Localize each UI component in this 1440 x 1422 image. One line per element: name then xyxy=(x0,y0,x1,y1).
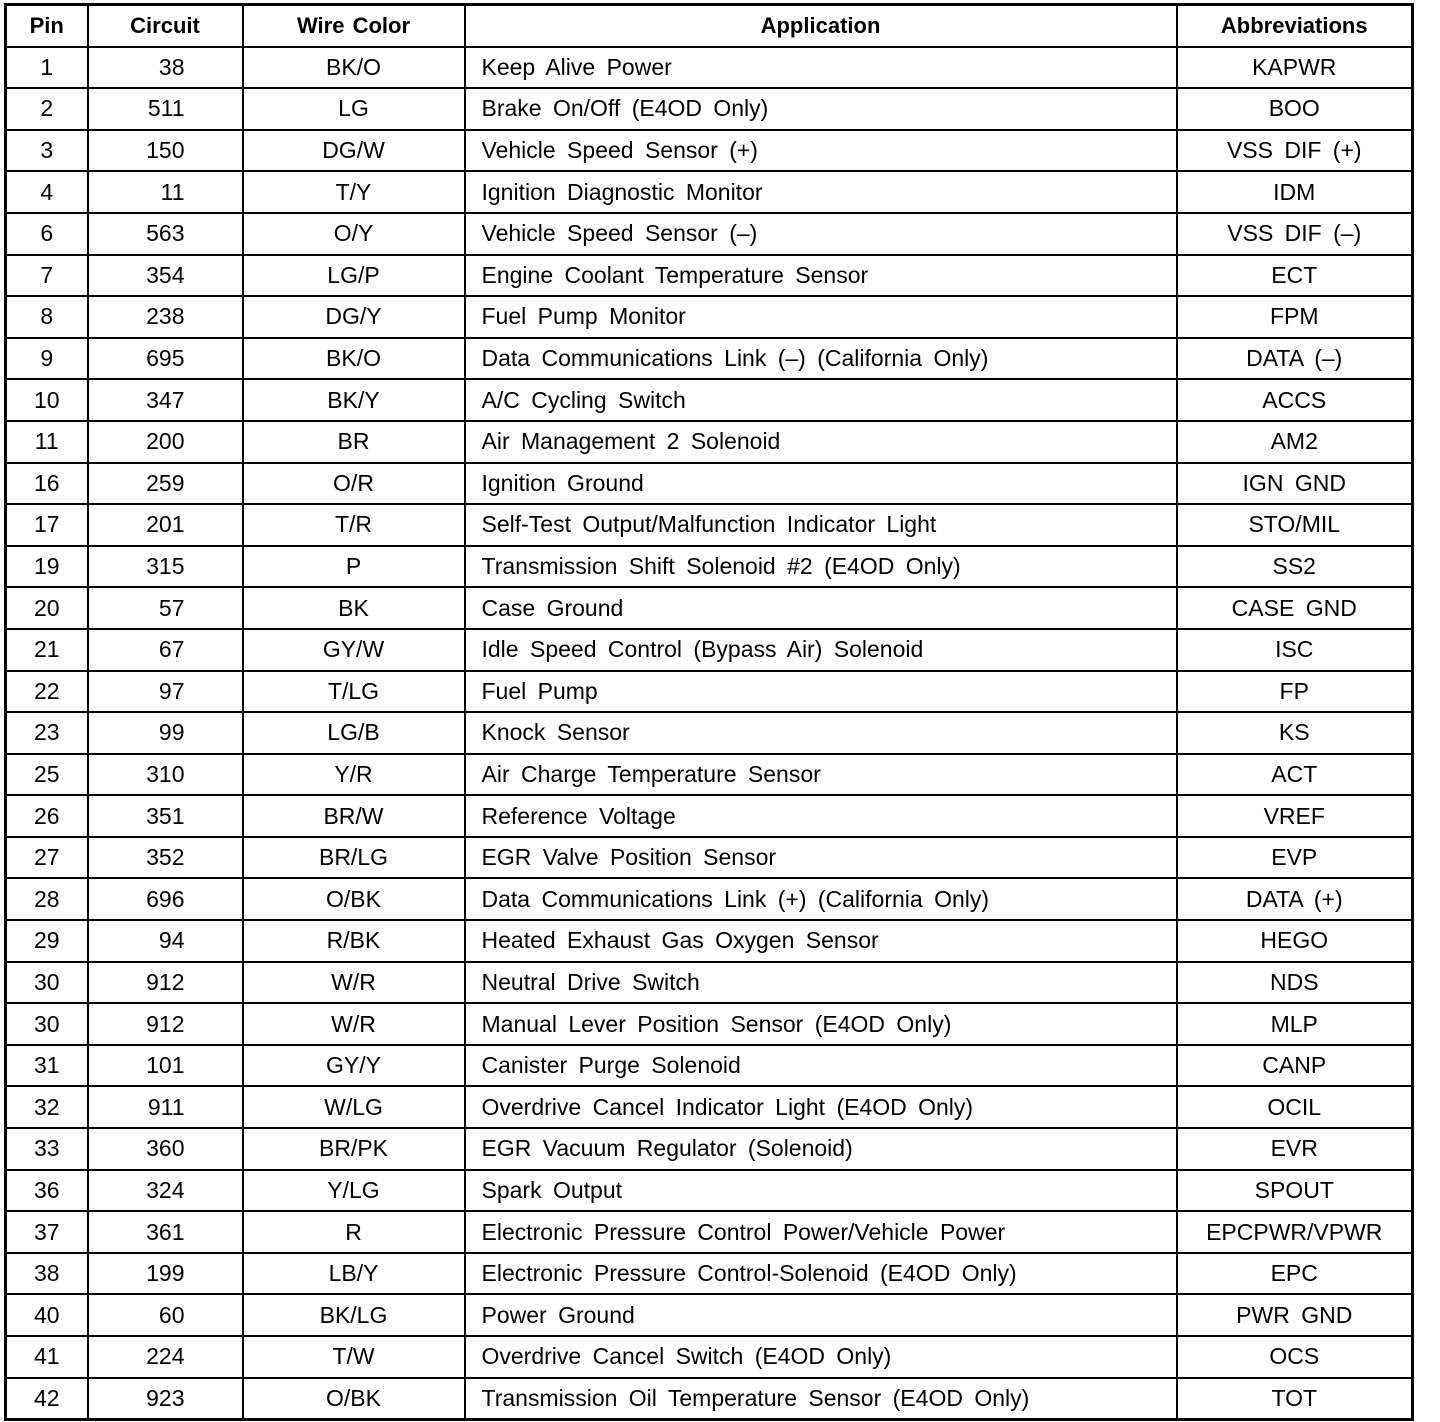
cell-circuit: 315 xyxy=(88,546,243,588)
cell-abbreviation: KS xyxy=(1177,712,1413,754)
cell-application: Overdrive Cancel Indicator Light (E4OD Only) xyxy=(465,1086,1177,1128)
cell-pin: 9 xyxy=(6,338,88,380)
cell-circuit: 60 xyxy=(88,1294,243,1336)
pin-table xyxy=(4,3,1414,1421)
cell-circuit: 101 xyxy=(88,1045,243,1087)
cell-circuit: 347 xyxy=(88,379,243,421)
cell-circuit: 912 xyxy=(88,1003,243,1045)
cell-abbreviation: AM2 xyxy=(1177,421,1413,463)
cell-circuit: 511 xyxy=(88,88,243,130)
cell-wire-color: GY/Y xyxy=(243,1045,465,1087)
cell-application: Air Management 2 Solenoid xyxy=(465,421,1177,463)
cell-circuit: 563 xyxy=(88,213,243,255)
header-abbreviations: Abbreviations xyxy=(1177,5,1413,47)
cell-abbreviation: BOO xyxy=(1177,88,1413,130)
table-row xyxy=(6,1294,1413,1336)
cell-wire-color: DG/W xyxy=(243,130,465,172)
header-wire-color: Wire Color xyxy=(243,5,465,47)
cell-application: Vehicle Speed Sensor (–) xyxy=(465,213,1177,255)
cell-application: Power Ground xyxy=(465,1294,1177,1336)
cell-wire-color: W/R xyxy=(243,1003,465,1045)
cell-circuit: 11 xyxy=(88,171,243,213)
cell-circuit: 259 xyxy=(88,463,243,505)
cell-pin: 22 xyxy=(6,671,88,713)
cell-pin: 32 xyxy=(6,1086,88,1128)
cell-wire-color: DG/Y xyxy=(243,296,465,338)
cell-wire-color: LB/Y xyxy=(243,1253,465,1295)
cell-wire-color: BR/LG xyxy=(243,837,465,879)
cell-abbreviation: CASE GND xyxy=(1177,587,1413,629)
cell-pin: 4 xyxy=(6,171,88,213)
cell-application: Neutral Drive Switch xyxy=(465,962,1177,1004)
cell-pin: 41 xyxy=(6,1336,88,1378)
table-row xyxy=(6,88,1413,130)
cell-circuit: 360 xyxy=(88,1128,243,1170)
cell-wire-color: BR xyxy=(243,421,465,463)
cell-circuit: 200 xyxy=(88,421,243,463)
cell-application: Fuel Pump Monitor xyxy=(465,296,1177,338)
cell-pin: 31 xyxy=(6,1045,88,1087)
cell-abbreviation: EVP xyxy=(1177,837,1413,879)
table-row xyxy=(6,795,1413,837)
table-row xyxy=(6,421,1413,463)
table-row xyxy=(6,1253,1413,1295)
cell-circuit: 94 xyxy=(88,920,243,962)
cell-abbreviation: MLP xyxy=(1177,1003,1413,1045)
table-row xyxy=(6,587,1413,629)
cell-pin: 21 xyxy=(6,629,88,671)
cell-circuit: 57 xyxy=(88,587,243,629)
cell-pin: 2 xyxy=(6,88,88,130)
cell-pin: 38 xyxy=(6,1253,88,1295)
cell-application: Idle Speed Control (Bypass Air) Solenoid xyxy=(465,629,1177,671)
cell-pin: 8 xyxy=(6,296,88,338)
cell-wire-color: R/BK xyxy=(243,920,465,962)
table-row xyxy=(6,47,1413,89)
cell-circuit: 38 xyxy=(88,47,243,89)
table-row xyxy=(6,754,1413,796)
table-row xyxy=(6,1128,1413,1170)
cell-pin: 27 xyxy=(6,837,88,879)
cell-abbreviation: PWR GND xyxy=(1177,1294,1413,1336)
cell-abbreviation: OCS xyxy=(1177,1336,1413,1378)
cell-circuit: 201 xyxy=(88,504,243,546)
cell-application: Fuel Pump xyxy=(465,671,1177,713)
cell-circuit: 354 xyxy=(88,255,243,297)
cell-circuit: 238 xyxy=(88,296,243,338)
cell-pin: 6 xyxy=(6,213,88,255)
cell-abbreviation: CANP xyxy=(1177,1045,1413,1087)
cell-application: Keep Alive Power xyxy=(465,47,1177,89)
table-row xyxy=(6,504,1413,546)
header-application: Application xyxy=(465,5,1177,47)
cell-abbreviation: VSS DIF (–) xyxy=(1177,213,1413,255)
table-row xyxy=(6,379,1413,421)
cell-abbreviation: TOT xyxy=(1177,1378,1413,1420)
cell-application: Ignition Ground xyxy=(465,463,1177,505)
cell-wire-color: BK/O xyxy=(243,338,465,380)
cell-wire-color: T/Y xyxy=(243,171,465,213)
cell-circuit: 324 xyxy=(88,1170,243,1212)
cell-abbreviation: VREF xyxy=(1177,795,1413,837)
cell-application: Transmission Shift Solenoid #2 (E4OD Only) xyxy=(465,546,1177,588)
cell-pin: 16 xyxy=(6,463,88,505)
table-row xyxy=(6,920,1413,962)
cell-pin: 30 xyxy=(6,1003,88,1045)
cell-abbreviation: ISC xyxy=(1177,629,1413,671)
cell-pin: 28 xyxy=(6,878,88,920)
table-row xyxy=(6,546,1413,588)
cell-circuit: 695 xyxy=(88,338,243,380)
table-row xyxy=(6,1086,1413,1128)
cell-wire-color: O/Y xyxy=(243,213,465,255)
cell-abbreviation: EPC xyxy=(1177,1253,1413,1295)
cell-application: Vehicle Speed Sensor (+) xyxy=(465,130,1177,172)
cell-abbreviation: KAPWR xyxy=(1177,47,1413,89)
cell-circuit: 361 xyxy=(88,1211,243,1253)
cell-application: Reference Voltage xyxy=(465,795,1177,837)
cell-pin: 40 xyxy=(6,1294,88,1336)
cell-wire-color: Y/R xyxy=(243,754,465,796)
cell-abbreviation: ECT xyxy=(1177,255,1413,297)
cell-pin: 37 xyxy=(6,1211,88,1253)
cell-wire-color: LG/P xyxy=(243,255,465,297)
cell-wire-color: W/LG xyxy=(243,1086,465,1128)
cell-abbreviation: ACCS xyxy=(1177,379,1413,421)
cell-abbreviation: OCIL xyxy=(1177,1086,1413,1128)
cell-circuit: 67 xyxy=(88,629,243,671)
cell-application: Air Charge Temperature Sensor xyxy=(465,754,1177,796)
table-row xyxy=(6,1211,1413,1253)
cell-pin: 30 xyxy=(6,962,88,1004)
cell-pin: 25 xyxy=(6,754,88,796)
cell-application: Electronic Pressure Control-Solenoid (E4OD Only) xyxy=(465,1253,1177,1295)
cell-application: EGR Valve Position Sensor xyxy=(465,837,1177,879)
cell-abbreviation: FP xyxy=(1177,671,1413,713)
cell-application: EGR Vacuum Regulator (Solenoid) xyxy=(465,1128,1177,1170)
cell-wire-color: BR/W xyxy=(243,795,465,837)
cell-abbreviation: EPCPWR/VPWR xyxy=(1177,1211,1413,1253)
table-row xyxy=(6,296,1413,338)
table-row xyxy=(6,629,1413,671)
cell-pin: 7 xyxy=(6,255,88,297)
cell-application: Knock Sensor xyxy=(465,712,1177,754)
cell-application: Manual Lever Position Sensor (E4OD Only) xyxy=(465,1003,1177,1045)
cell-circuit: 199 xyxy=(88,1253,243,1295)
table-row xyxy=(6,1170,1413,1212)
cell-wire-color: BR/PK xyxy=(243,1128,465,1170)
cell-pin: 1 xyxy=(6,47,88,89)
table-row xyxy=(6,130,1413,172)
cell-pin: 26 xyxy=(6,795,88,837)
table-row xyxy=(6,255,1413,297)
cell-circuit: 696 xyxy=(88,878,243,920)
cell-wire-color: BK/O xyxy=(243,47,465,89)
table-row xyxy=(6,1045,1413,1087)
cell-pin: 10 xyxy=(6,379,88,421)
cell-abbreviation: ACT xyxy=(1177,754,1413,796)
cell-pin: 29 xyxy=(6,920,88,962)
cell-pin: 20 xyxy=(6,587,88,629)
cell-abbreviation: VSS DIF (+) xyxy=(1177,130,1413,172)
cell-abbreviation: SS2 xyxy=(1177,546,1413,588)
header-row xyxy=(6,5,1413,47)
cell-application: Electronic Pressure Control Power/Vehicle Power xyxy=(465,1211,1177,1253)
cell-abbreviation: EVR xyxy=(1177,1128,1413,1170)
cell-abbreviation: STO/MIL xyxy=(1177,504,1413,546)
cell-abbreviation: DATA (–) xyxy=(1177,338,1413,380)
table-row xyxy=(6,671,1413,713)
cell-pin: 19 xyxy=(6,546,88,588)
cell-abbreviation: SPOUT xyxy=(1177,1170,1413,1212)
header-circuit: Circuit xyxy=(88,5,243,47)
cell-application: Transmission Oil Temperature Sensor (E4OD Only) xyxy=(465,1378,1177,1420)
cell-wire-color: W/R xyxy=(243,962,465,1004)
cell-wire-color: P xyxy=(243,546,465,588)
cell-application: Spark Output xyxy=(465,1170,1177,1212)
cell-circuit: 911 xyxy=(88,1086,243,1128)
table-row xyxy=(6,837,1413,879)
cell-application: Case Ground xyxy=(465,587,1177,629)
cell-pin: 17 xyxy=(6,504,88,546)
table-row xyxy=(6,463,1413,505)
cell-wire-color: O/BK xyxy=(243,1378,465,1420)
cell-circuit: 150 xyxy=(88,130,243,172)
cell-circuit: 224 xyxy=(88,1336,243,1378)
cell-wire-color: GY/W xyxy=(243,629,465,671)
table-row xyxy=(6,338,1413,380)
cell-wire-color: BK/LG xyxy=(243,1294,465,1336)
cell-wire-color: O/BK xyxy=(243,878,465,920)
cell-application: Heated Exhaust Gas Oxygen Sensor xyxy=(465,920,1177,962)
table-row xyxy=(6,1378,1413,1420)
cell-abbreviation: DATA (+) xyxy=(1177,878,1413,920)
table-row xyxy=(6,962,1413,1004)
cell-application: Overdrive Cancel Switch (E4OD Only) xyxy=(465,1336,1177,1378)
cell-abbreviation: IGN GND xyxy=(1177,463,1413,505)
cell-circuit: 352 xyxy=(88,837,243,879)
table-row xyxy=(6,878,1413,920)
cell-wire-color: R xyxy=(243,1211,465,1253)
cell-pin: 36 xyxy=(6,1170,88,1212)
cell-pin: 33 xyxy=(6,1128,88,1170)
cell-application: Self-Test Output/Malfunction Indicator Light xyxy=(465,504,1177,546)
cell-application: Data Communications Link (–) (California Only) xyxy=(465,338,1177,380)
table-row xyxy=(6,712,1413,754)
cell-abbreviation: NDS xyxy=(1177,962,1413,1004)
cell-wire-color: LG/B xyxy=(243,712,465,754)
table-row xyxy=(6,1336,1413,1378)
table-row xyxy=(6,171,1413,213)
cell-wire-color: O/R xyxy=(243,463,465,505)
cell-circuit: 99 xyxy=(88,712,243,754)
cell-application: A/C Cycling Switch xyxy=(465,379,1177,421)
cell-pin: 3 xyxy=(6,130,88,172)
table-row xyxy=(6,213,1413,255)
cell-application: Brake On/Off (E4OD Only) xyxy=(465,88,1177,130)
cell-circuit: 923 xyxy=(88,1378,243,1420)
cell-circuit: 351 xyxy=(88,795,243,837)
cell-application: Canister Purge Solenoid xyxy=(465,1045,1177,1087)
header-pin: Pin xyxy=(6,5,88,47)
cell-wire-color: BK xyxy=(243,587,465,629)
cell-wire-color: T/W xyxy=(243,1336,465,1378)
cell-circuit: 310 xyxy=(88,754,243,796)
cell-pin: 11 xyxy=(6,421,88,463)
cell-abbreviation: HEGO xyxy=(1177,920,1413,962)
cell-abbreviation: FPM xyxy=(1177,296,1413,338)
table-body xyxy=(6,47,1413,1420)
cell-wire-color: T/LG xyxy=(243,671,465,713)
cell-wire-color: Y/LG xyxy=(243,1170,465,1212)
cell-wire-color: BK/Y xyxy=(243,379,465,421)
cell-application: Data Communications Link (+) (California Only) xyxy=(465,878,1177,920)
cell-application: Ignition Diagnostic Monitor xyxy=(465,171,1177,213)
cell-circuit: 97 xyxy=(88,671,243,713)
cell-pin: 23 xyxy=(6,712,88,754)
cell-application: Engine Coolant Temperature Sensor xyxy=(465,255,1177,297)
cell-wire-color: T/R xyxy=(243,504,465,546)
cell-abbreviation: IDM xyxy=(1177,171,1413,213)
cell-circuit: 912 xyxy=(88,962,243,1004)
table-row xyxy=(6,1003,1413,1045)
cell-wire-color: LG xyxy=(243,88,465,130)
cell-pin: 42 xyxy=(6,1378,88,1420)
